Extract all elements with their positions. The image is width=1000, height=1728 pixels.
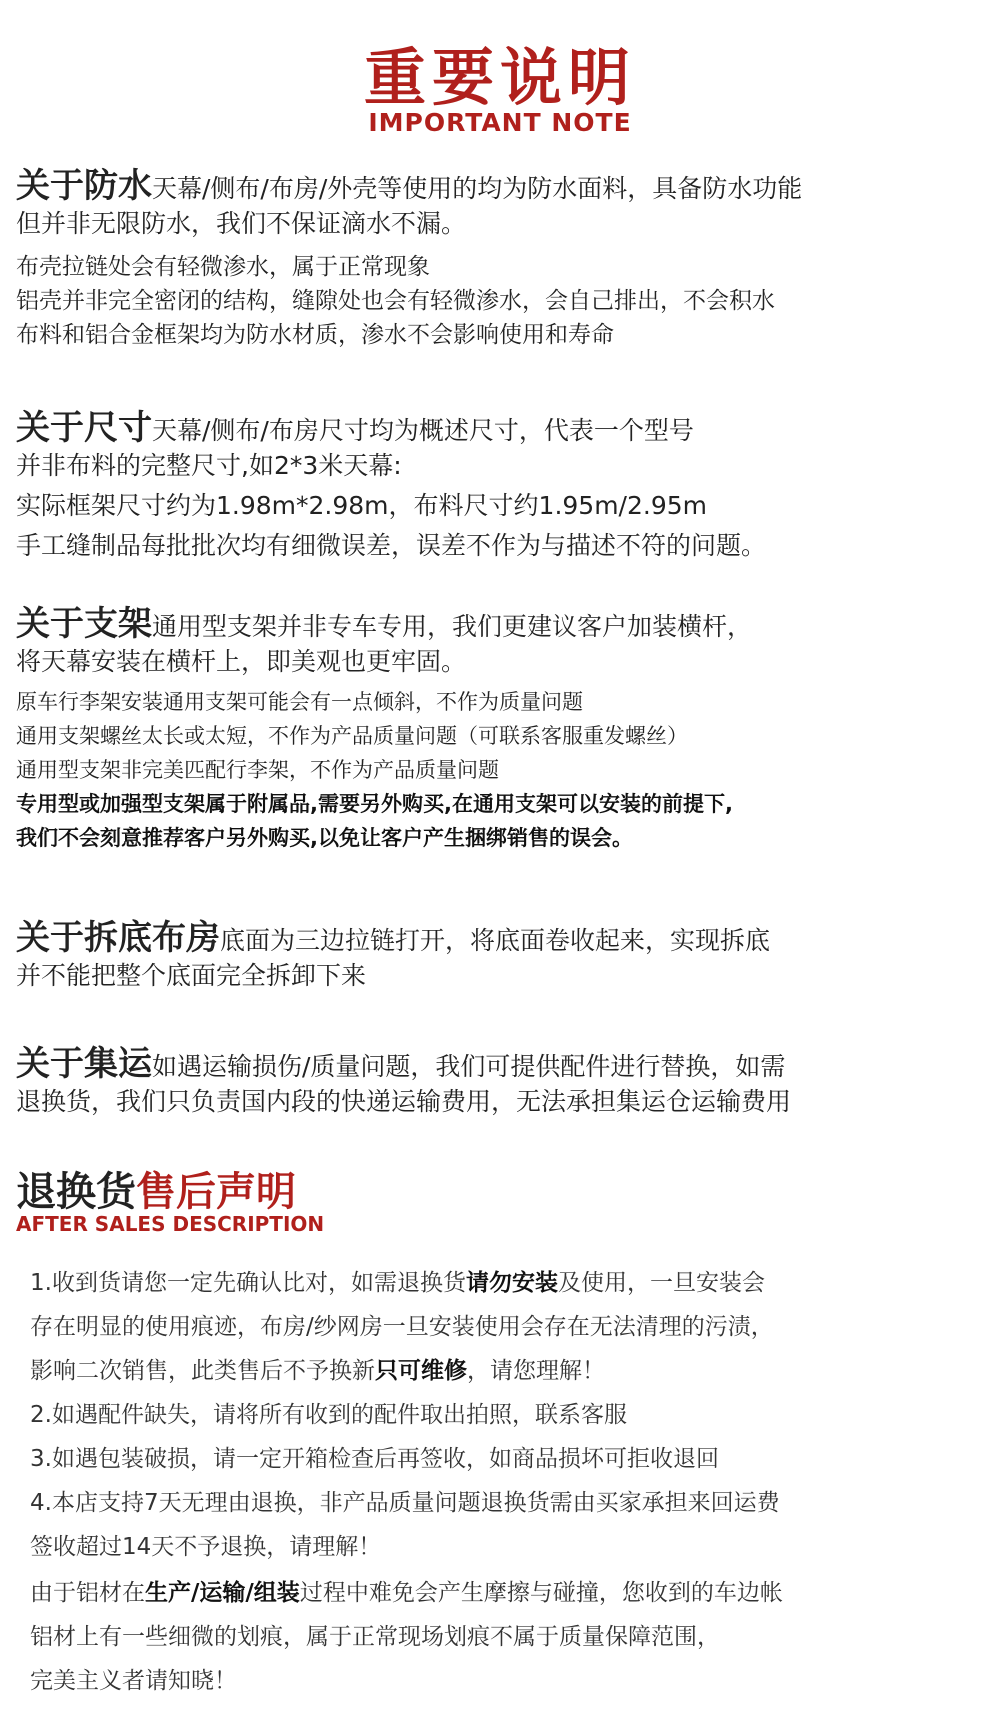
text-line: 并非布料的完整尺寸,如2*3米天幕: <box>16 451 402 480</box>
text-line: 退换货，我们只负责国内段的快递运输费用，无法承担集运仓运输费用 <box>16 1087 792 1116</box>
text-line: 布壳拉链处会有轻微渗水，属于正常现象 <box>16 254 430 280</box>
after-sales-title-black: 退换货 <box>16 1169 136 1215</box>
text-line: 铝壳并非完全密闭的结构，缝隙处也会有轻微渗水，会自己排出，不会积水 <box>16 288 775 314</box>
text-line: 但并非无限防水，我们不保证滴水不漏。 <box>16 209 467 238</box>
section-heading: 关于拆底布房 <box>16 918 220 958</box>
page-title: 重要说明 <box>363 41 636 114</box>
text-line: 布料和铝合金框架均为防水材质，渗水不会影响使用和寿命 <box>16 322 614 348</box>
after-sales-title-red: 售后声明 <box>136 1169 296 1215</box>
text-line: 实际框架尺寸约为1.98m*2.98m，布料尺寸约1.95m/2.95m <box>16 491 707 520</box>
text-line-bold: 专用型或加强型支架属于附属品,需要另外购买,在通用支架可以安装的前提下, <box>16 792 733 816</box>
text-line: 手工缝制品每批批次均有细微误差，误差不作为与描述不符的问题。 <box>16 531 767 560</box>
section-heading: 关于尺寸 <box>16 408 152 448</box>
section-heading: 关于防水 <box>16 166 152 206</box>
text-line: 完美主义者请知晓！ <box>30 1668 237 1694</box>
text-line: 天幕/侧布/布房/外壳等使用的均为防水面料，具备防水功能 <box>152 174 803 203</box>
after-sales-title <box>16 1160 296 1217</box>
text-line: 签收超过14天不予退换，请理解！ <box>30 1534 382 1560</box>
text-line: 由于铝材在生产/运输/组装过程中难免会产生摩擦与碰撞，您收到的车边帐 <box>30 1580 783 1606</box>
after-sales-subtitle: AFTER SALES DESCRIPTION <box>16 1212 325 1236</box>
text-line: 底面为三边拉链打开，将底面卷收起来，实现拆底 <box>220 926 771 955</box>
text-line-bold: 我们不会刻意推荐客户另外购买,以免让客户产生捆绑销售的误会。 <box>16 826 633 850</box>
text-line: 4.本店支持7天无理由退换，非产品质量问题退换货需由买家承担来回运费 <box>30 1490 780 1516</box>
text-line: 如遇运输损伤/质量问题，我们可提供配件进行替换，如需 <box>152 1052 786 1081</box>
text-line: 2.如遇配件缺失，请将所有收到的配件取出拍照，联系客服 <box>30 1402 627 1428</box>
text-line: 将天幕安装在横杆上，即美观也更牢固。 <box>16 647 467 676</box>
text-line: 3.如遇包装破损，请一定开箱检查后再签收，如商品损坏可拒收退回 <box>30 1446 719 1472</box>
text-line: 原车行李架安装通用支架可能会有一点倾斜，不作为质量问题 <box>16 690 583 714</box>
text-line: 天幕/侧布/布房尺寸均为概述尺寸，代表一个型号 <box>152 416 694 445</box>
text-line: 通用型支架并非专车专用，我们更建议客户加装横杆， <box>152 612 753 641</box>
text-line: 1.收到货请您一定先确认比对，如需退换货请勿安装及使用，一旦安装会 <box>30 1270 765 1296</box>
section-heading: 关于集运 <box>16 1044 152 1084</box>
text-line: 铝材上有一些细微的划痕，属于正常现场划痕不属于质量保障范围， <box>30 1624 720 1650</box>
page-subtitle: IMPORTANT NOTE <box>368 108 632 137</box>
text-line: 并不能把整个底面完全拆卸下来 <box>16 961 367 990</box>
text-line: 存在明显的使用痕迹，布房/纱网房一旦安装使用会存在无法清理的污渍， <box>30 1314 774 1340</box>
text-line: 通用型支架非完美匹配行李架，不作为产品质量问题 <box>16 758 499 782</box>
section-heading: 关于支架 <box>16 604 152 644</box>
text-line: 通用支架螺丝太长或太短，不作为产品质量问题（可联系客服重发螺丝） <box>16 724 688 748</box>
text-line: 影响二次销售，此类售后不予换新只可维修，请您理解！ <box>30 1358 605 1384</box>
